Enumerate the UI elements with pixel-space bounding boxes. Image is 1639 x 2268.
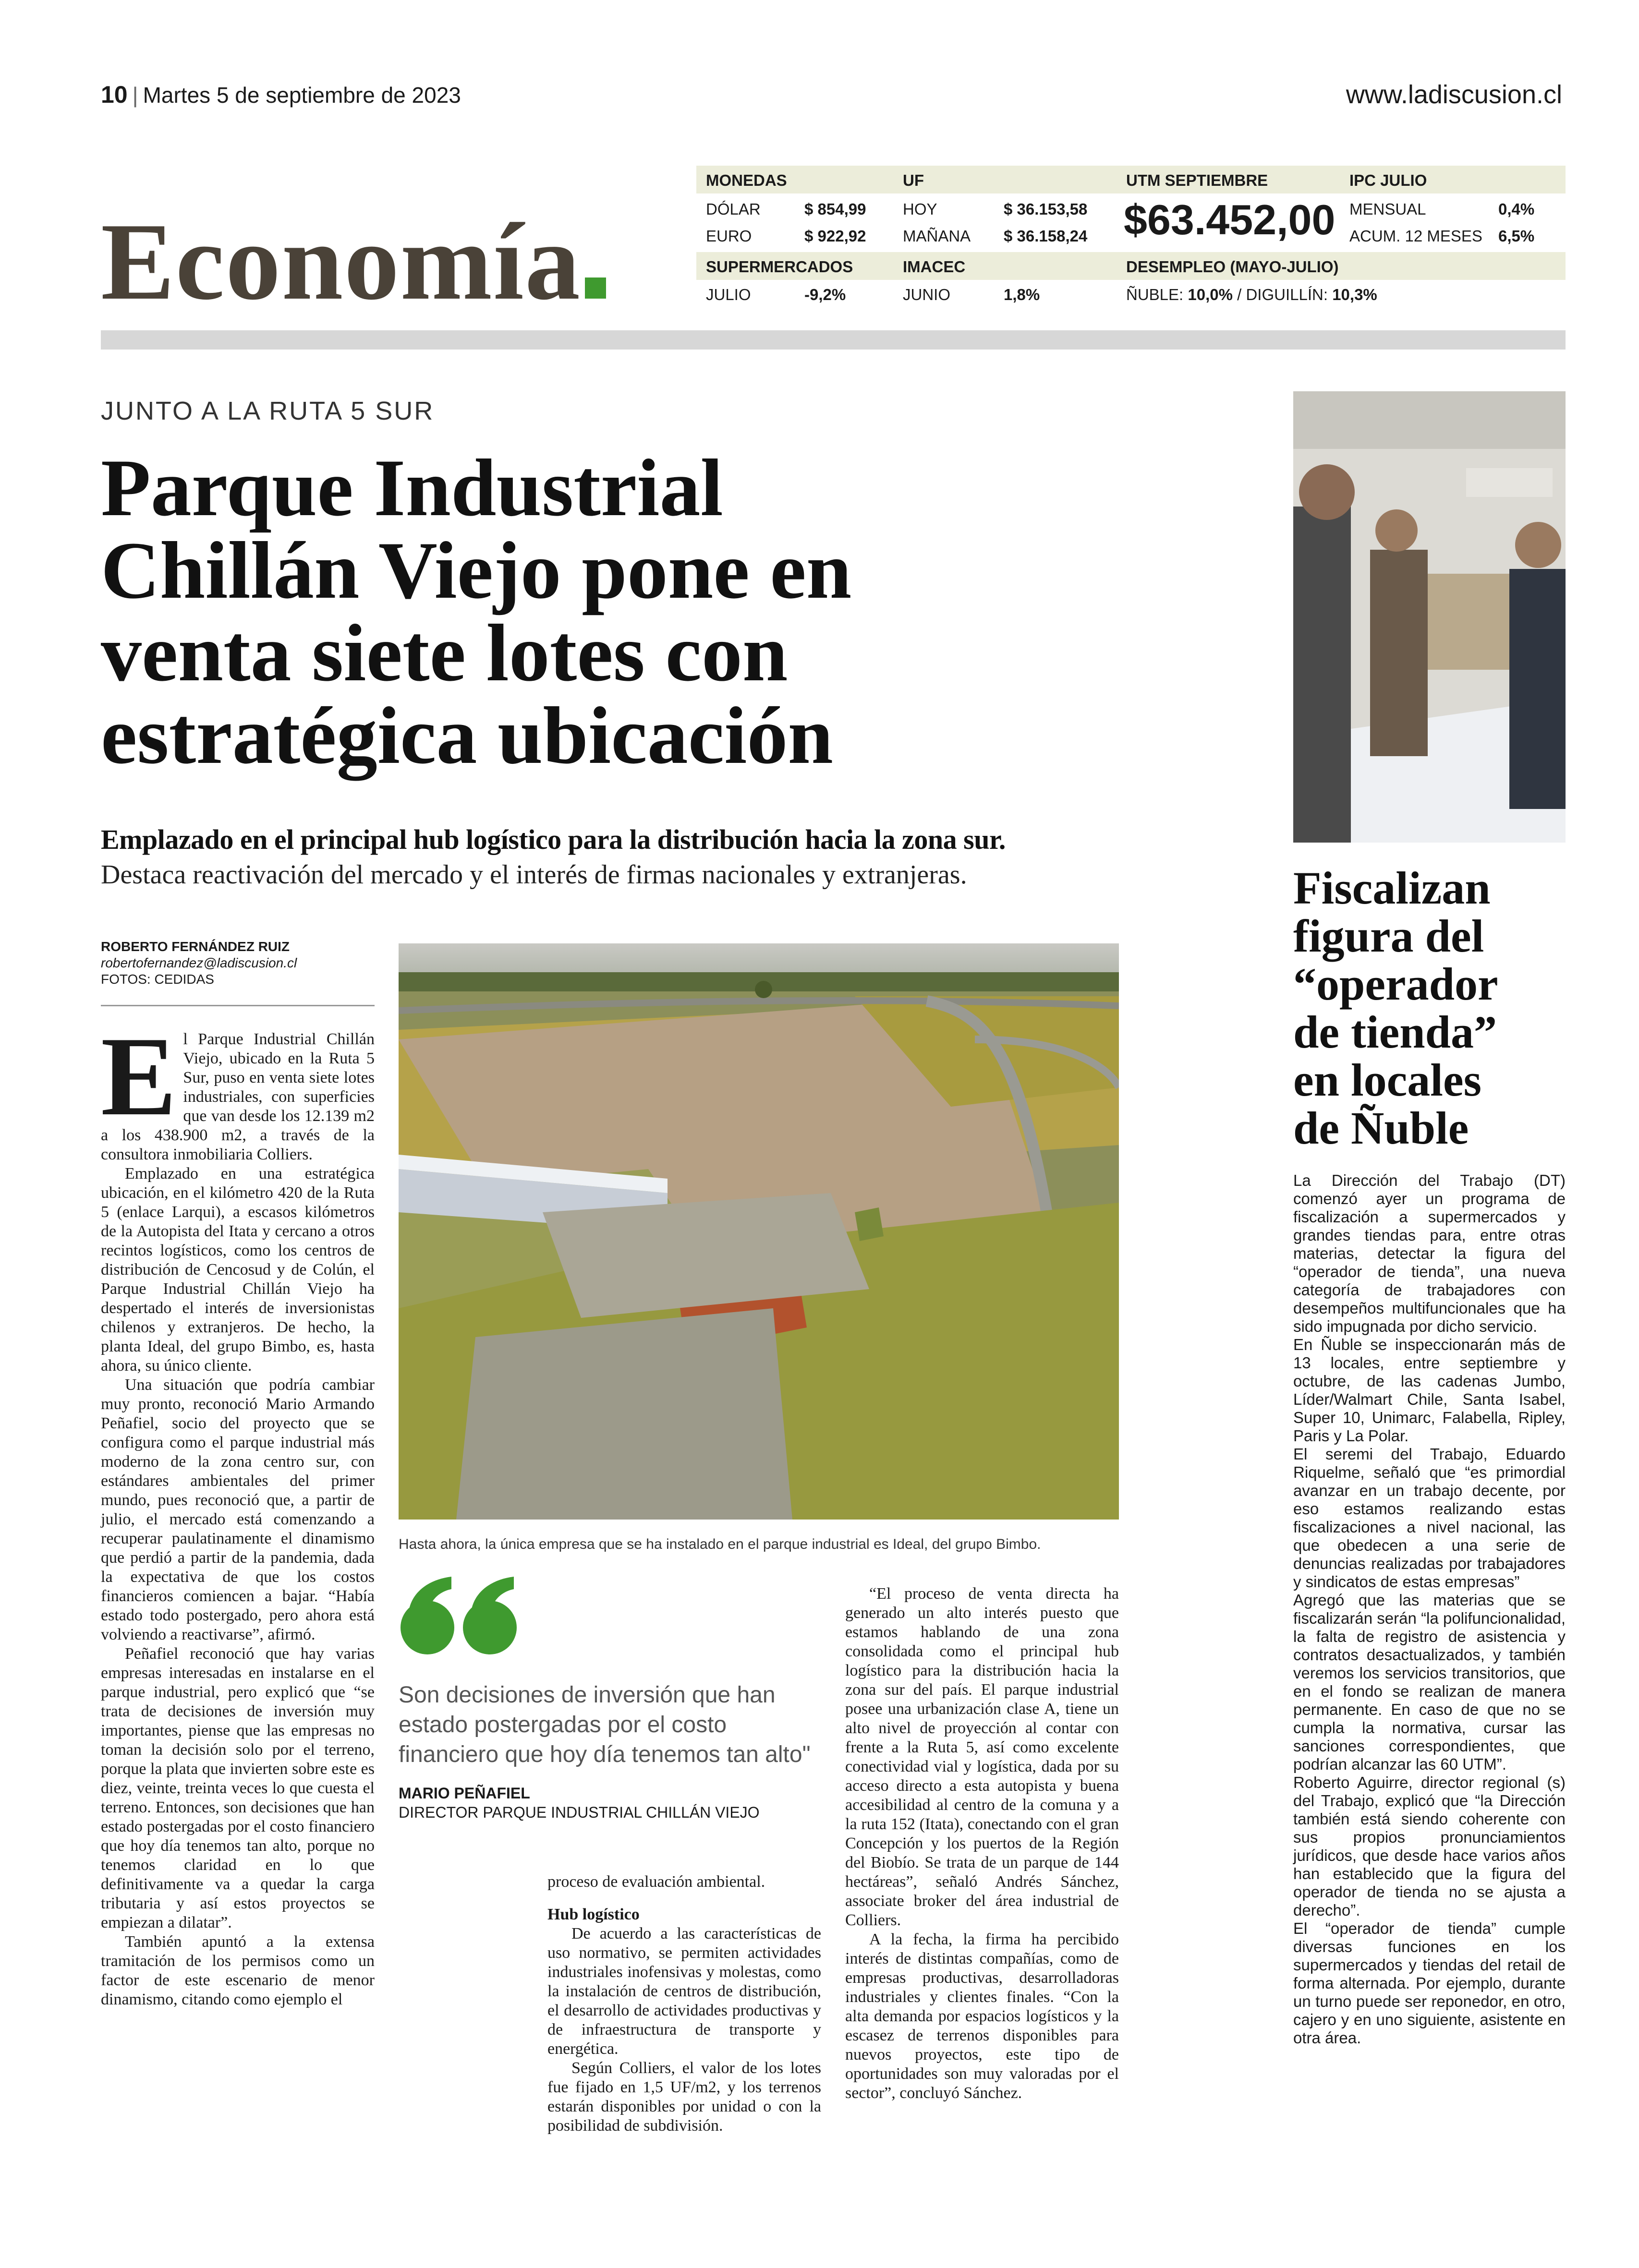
pull-quote-attribution [399,1784,760,1822]
sidebar-headline [1293,864,1566,1152]
article-headline [101,443,1013,781]
sidebar-headline-line: en locales [1293,1054,1481,1106]
byline-rule [101,1005,375,1006]
nuble-value: 10,0% [1188,286,1233,303]
quote-marks-svg [399,1570,523,1656]
byline-email: robertofernandez@ladiscusion.cl [101,955,297,970]
sidebar-paragraph: Agregó que las materias que se fiscalizarán serán “la polifuncionalidad, la falta de registro de asistencia y contratos desactualizados, y también veremos los servicios transitorios, que en el fondo se realizan de manera permanente. En caso de que no se cumpla la normativa, cursar las sanciones correspondientes, que podrían alcanzar las 60 UTM”. [1293,1591,1566,1773]
section-title [101,200,606,323]
imacec-period: JUNIO [903,286,950,303]
body-paragraph: “El proceso de venta directa ha generado un alto interés puesto que estamos hablando de una zona consolidada como el principal hub logístico para la distribución hacia la zona sur del país. El parque industrial posee una urbanización clase A, tiene un alto nivel de proyección al contar con frente a la Ruta 5, así como excelente conectividad vial y logística, dada por su acceso directo a esta autopista y buena accesibilidad al centro de la comuna y a la ruta 152 (Itata), conectando con el gran Concepción y los puertos de la Región del Biobío. Se trata de un parque de 144 hectáreas”, señaló Andrés Sánchez, associate broker del área industrial de Colliers. [845,1585,1119,1929]
quote-author: MARIO PEÑAFIEL [399,1785,530,1802]
body-paragraph: Según Colliers, el valor de los lotes fue fijado en 1,5 UF/m2, y los terrenos estarán disponibles por unidad o con la posibilidad de subdivisión. [547,2059,821,2135]
headline-line: venta siete lotes con [101,608,788,698]
sidebar-photo [1293,391,1566,843]
sidebar-headline-line: de Ñuble [1293,1102,1469,1154]
utm-label: UTM SEPTIEMBRE [1126,171,1268,189]
dolar-label: DÓLAR [706,200,761,218]
diguillin-label: / DIGUILLÍN: [1232,286,1328,303]
uf-hoy-value: $ 36.153,58 [1004,200,1088,218]
byline-author: ROBERTO FERNÁNDEZ RUIZ [101,939,290,954]
quote-role: DIRECTOR PARQUE INDUSTRIAL CHILLÁN VIEJO [399,1804,760,1821]
supermercados-period: JULIO [706,286,751,303]
page-folio [101,81,461,109]
article-deck: Destaca reactivación del mercado y el interés de firmas nacionales y extranjeras. [101,860,967,890]
sidebar-paragraph: En Ñuble se inspeccionarán más de 13 locales, entre septiembre y octubre, de las cadenas Jumbo, Líder/Walmart Chile, Santa Isabel, Super 10, Unimarc, Falabella, Ripley, Paris y La Polar. [1293,1336,1566,1445]
byline-photos: FOTOS: CEDIDAS [101,972,214,987]
utm-value: $63.452,00 [1124,196,1335,243]
indicators-panel [696,166,1566,310]
sidebar-paragraph: El “operador de tienda” cumple diversas funciones en los supermercados y tiendas del retail de forma alternada. Por ejemplo, durante un turno puede ser reponedor, en otro, cajero y en uno siguiente, asistente en otra área. [1293,1919,1566,2047]
body-paragraph: También apuntó a la extensa tramitación de los permisos como un factor de este escenario de menor dinamismo, citando como ejemplo el [101,1933,375,2008]
site-url[interactable]: www.ladiscusion.cl [1346,80,1562,109]
article-kicker: JUNTO A LA RUTA 5 SUR [101,397,435,425]
uf-hoy-label: HOY [903,200,937,218]
diguillin-value: 10,3% [1332,286,1377,303]
sidebar-headline-line: figura del [1293,910,1484,962]
article-column-3 [845,1584,1119,2103]
folio-separator: | [132,83,138,108]
supermercados-value: -9,2% [804,286,846,303]
page-date: Martes 5 de septiembre de 2023 [143,83,461,108]
body-paragraph: De acuerdo a las características de uso normativo, se permiten actividades industriales inofensivas y molestas, como la instalación de centros de distribución, el desarrollo de actividades productivas y de infraestructura de transporte y energética. [547,1925,821,2058]
imacec-value: 1,8% [1004,286,1040,303]
article-column-2 [547,1872,821,2135]
section-title-text: Economía [101,200,581,323]
sidebar-headline-line: de tienda” [1293,1006,1497,1058]
supermercados-label: SUPERMERCADOS [706,258,853,276]
body-paragraph: proceso de evaluación ambiental. [547,1873,765,1891]
sidebar-paragraph: La Dirección del Trabajo (DT) comenzó ayer un programa de fiscalización a supermercados y grandes tiendas para, entre otras materias, detectar la figura del “operador de tienda”, una nueva categoría de trabajadores con desempeños multifuncionales que ha sido impugnada por dicho servicio. [1293,1171,1566,1335]
uf-label: UF [903,171,924,189]
header-rule [101,330,1566,350]
headline-line: estratégica ubicación [101,690,833,781]
sidebar-headline-line: Fiscalizan [1293,862,1491,914]
byline [101,939,375,988]
body-paragraph: Peñafiel reconoció que hay varias empresas interesadas en instalarse en el parque industrial, pero explicó que “se trata de decisiones de inversión muy importantes, piense que las empresas no toman la decisión solo por el terreno, porque la plata que invierten sobre este es diez, veinte, treinta veces lo que cuesta el terreno. Entonces, son decisiones que han estado postergadas por el costo financiero que hoy día tenemos tan alto, porque no tenemos claridad en lo que definitivamente va a quedar la carga tributaria y así estos proyectos se empiezan a dilatar”. [101,1645,375,1931]
drop-cap: E [101,1014,177,1139]
ipc-mensual-label: MENSUAL [1349,200,1426,218]
sidebar-paragraph: El seremi del Trabajo, Eduardo Riquelme, señaló que “es primordial avanzar en un trabajo decente, por eso estamos realizando estas fiscalizaciones a nivel nacional, las que obedecen a una serie de denuncias realizadas por trabajadores y sindicatos de estas empresas” [1293,1445,1566,1591]
ipc-acum-label: ACUM. 12 MESES [1349,227,1482,245]
sidebar-headline-line: “operador [1293,958,1498,1010]
aerial-photo-image [399,943,1119,1520]
sidebar-photo-image [1293,391,1566,843]
article-deck-bold: Emplazado en el principal hub logístico para la distribución hacia la zona sur. [101,824,1006,855]
photo-caption: Hasta ahora, la única empresa que se ha instalado en el parque industrial es Ideal, del grupo Bimbo. [399,1536,1041,1552]
body-paragraph: A la fecha, la firma ha percibido interés de distintas compañías, como de empresas productivas, desarrolladoras industriales y clientes finales. “Con la alta demanda por espacios logísticos y la escasez de terrenos disponibles para nuevos proyectos, este tipo de oportunidades son muy valoradas por el sector”, concluyó Sánchez. [845,1930,1119,2102]
article-column-1 [101,1014,375,2009]
desempleo-label: DESEMPLEO (MAYO-JULIO) [1126,258,1339,276]
headline-line: Chillán Viejo pone en [101,525,852,615]
pull-quote-text: Son decisiones de inversión que han estado postergadas por el costo financiero que hoy día tenemos tan alto" [399,1682,811,1767]
section-dot [585,277,606,299]
euro-value: $ 922,92 [804,227,866,245]
body-paragraph: Emplazado en una estratégica ubicación, en el kilómetro 420 de la Ruta 5 (enlace Larqui), a escasos kilómetros de la Autopista del Itata y cercano a otros recintos logísticos, como los centros de distribución de Cencosud y de Colún, el Parque Industrial Chillán Viejo ha despertado el interés de inversionistas chilenos y extranjeros. De hecho, la planta Ideal, del grupo Bimbo, es, hasta ahora, su único cliente. [101,1165,375,1375]
body-paragraph: l Parque Industrial Chillán Viejo, ubicado en la Ruta 5 Sur, puso en venta siete lotes industriales, con superficies que van desde los 12.139 m2 a los 438.900 m2, a través de la consultora inmobiliaria Colliers. [101,1030,375,1163]
monedas-label: MONEDAS [706,171,787,189]
uf-manana-value: $ 36.158,24 [1004,227,1088,245]
body-paragraph: Una situación que podría cambiar muy pronto, reconoció Mario Armando Peñafiel, socio del proyecto que se configura como el parque industrial más moderno de la zona centro sur, con estándares ambientales del primer mundo, pues reconoció que, a partir de julio, el mercado está comenzando a recuperar paulatinamente el dinamismo que perdió a partir de la pandemia, dada la expectativa de que los costos financieros comiencen a bajar. “Había estado todo postergado, pero ahora está volviendo a reactivarse”, afirmó. [101,1376,375,1643]
ipc-label: IPC JULIO [1349,171,1427,189]
ipc-acum-value: 6,5% [1498,227,1535,245]
subhead-hub-logistico: Hub logístico [547,1906,640,1923]
desempleo-values [1126,286,1377,304]
ipc-mensual-value: 0,4% [1498,200,1535,218]
page-number: 10 [101,81,128,108]
nuble-label: ÑUBLE: [1126,286,1184,303]
quote-marks-icon [399,1570,523,1659]
dolar-value: $ 854,99 [804,200,866,218]
sidebar-paragraph: Roberto Aguirre, director regional (s) del Trabajo, explicó que “la Dirección también está siendo coherente con sus propios pronunciamientos jurídicos, que desde hace varios años han establecido que la figura del operador de tienda no se ajusta a derecho”. [1293,1773,1566,1919]
headline-line: Parque Industrial [101,443,723,533]
uf-manana-label: MAÑANA [903,227,971,245]
euro-label: EURO [706,227,752,245]
aerial-photo [399,943,1119,1520]
sidebar-body [1293,1171,1566,2047]
imacec-label: IMACEC [903,258,966,276]
